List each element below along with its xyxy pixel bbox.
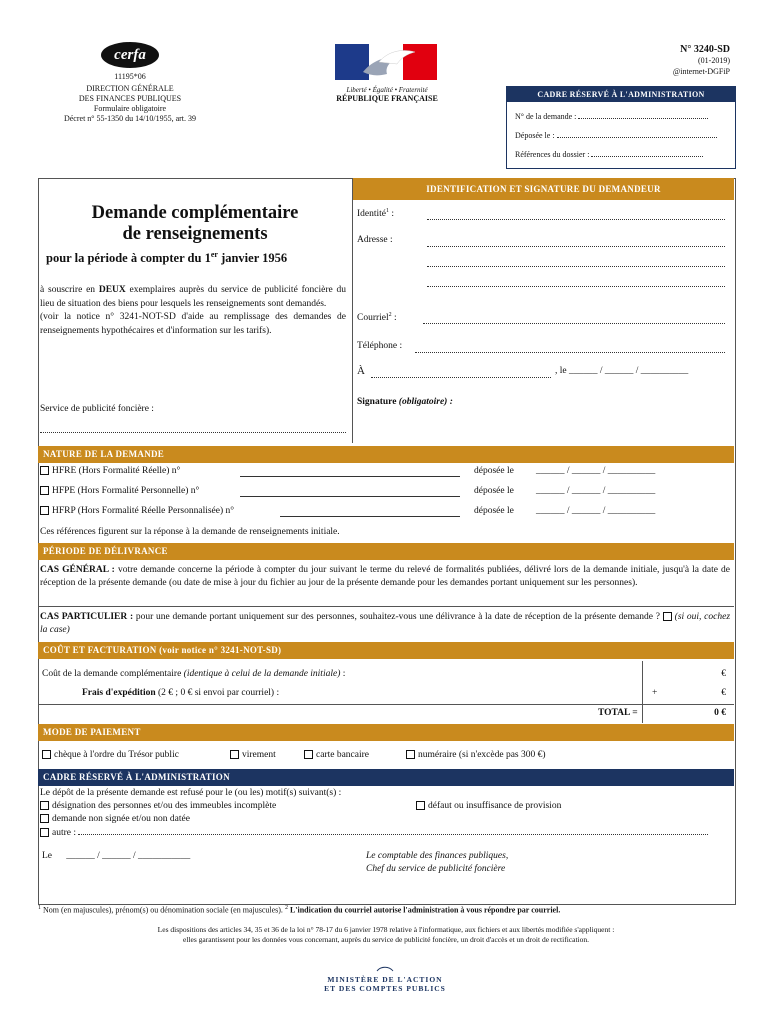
service-field[interactable]	[40, 424, 346, 433]
admin-box-title: CADRE RÉSERVÉ À L'ADMINISTRATION	[507, 87, 735, 102]
address-field-3[interactable]	[427, 277, 725, 287]
file-refs-row: Références du dossier :	[515, 145, 735, 164]
hfpe-checkbox[interactable]	[40, 486, 49, 495]
request-number-field[interactable]	[578, 118, 708, 119]
nature-row-hfpe: HFPE (Hors Formalité Personnelle) n° déposée le ______ / ______ / __________	[40, 486, 720, 496]
form-subtitle: pour la période à compter du 1er janvier 1956	[46, 250, 288, 266]
request-number-row: N° de la demande :	[515, 107, 735, 126]
reason-3: autre :	[40, 826, 730, 840]
legal-text: Les dispositions des articles 34, 35 et 36 de la loi n° 78-17 du 6 janvier 1978 relative à l'informatique, aux fichiers et aux libertés modifiée s'appliquent : elles garantissent pour les données vous concernant, auprès du service de publicité foncière, un droit d'accès et un droit de rectification.	[157, 925, 615, 944]
form-title-line2: de renseignements	[122, 224, 268, 244]
hfpe-date-field[interactable]: ______ / ______ / __________	[536, 486, 656, 496]
ministry-emblem-icon	[375, 965, 395, 973]
form-date: (01-2019)	[698, 56, 730, 65]
hfrp-checkbox[interactable]	[40, 506, 49, 515]
total-label: TOTAL =	[598, 708, 638, 718]
address-label: Adresse :	[357, 235, 393, 245]
cerfa-logo: cerfa	[101, 42, 159, 68]
admin-bottom-block	[40, 787, 730, 874]
cout-block	[38, 661, 734, 723]
direction-line1: DIRECTION GÉNÉRALE	[86, 84, 174, 93]
admin-bottom-title: CADRE RÉSERVÉ À L'ADMINISTRATION	[38, 769, 734, 786]
nature-row-hfre: HFRE (Hors Formalité Réelle) n° déposée le ______ / ______ / __________	[40, 466, 720, 476]
ministry-logo: MINISTÈRE DE L'ACTION ET DES COMPTES PUBLICS	[300, 965, 470, 993]
shipping-euro[interactable]: €	[721, 688, 726, 698]
signature-row: Signature (obligatoire) :	[357, 397, 453, 407]
instructions-text: à souscrire en DEUX exemplaires auprès du service de publicité foncière du lieu de situation des biens pour lesquels les renseignements sont demandés. (voir la notice n° 3241-NOT-SD d'aide au remplissage des demandes de renseignements hypothécaires et d'information sur les tarifs).	[40, 285, 346, 336]
motto: Liberté • Égalité • Fraternité	[346, 86, 428, 94]
address-field-2[interactable]	[427, 257, 725, 267]
cerfa-number: 11195*06	[114, 72, 146, 81]
other-reason-field[interactable]	[78, 826, 708, 835]
identity-row: Identité$^1$ :	[357, 208, 395, 220]
reason-4: défaut ou insuffisance de provision	[416, 800, 561, 813]
plus-sign: +	[652, 688, 658, 698]
hfpe-number-field[interactable]	[240, 496, 460, 497]
identity-field[interactable]	[427, 210, 725, 220]
email-row: Courriel$^2$ :	[357, 312, 397, 324]
nature-note: Ces références figurent sur la réponse à la demande de renseignements initiale.	[40, 527, 340, 537]
file-refs-field[interactable]	[591, 156, 703, 157]
total-divider	[38, 704, 734, 705]
payment-carte[interactable]: carte bancaire	[304, 750, 369, 760]
service-label: Service de publicité foncière :	[40, 404, 154, 414]
sign-date-field[interactable]: , le ______ / ______ / __________	[555, 366, 689, 376]
phone-label: Téléphone :	[357, 341, 403, 351]
total-value: 0 €	[714, 708, 726, 718]
payment-virement[interactable]: virement	[230, 750, 276, 760]
nature-row-hfrp: HFRP (Hors Formalité Réelle Personnalisée) n° déposée le ______ / ______ / __________	[40, 506, 720, 516]
payment-cheque[interactable]: chèque à l'ordre du Trésor public	[42, 750, 179, 760]
cost-row: Coût de la demande complémentaire (identique à celui de la demande initiale) :	[42, 669, 346, 679]
direction-line2: DES FINANCES PUBLIQUES	[78, 94, 182, 103]
form-title-line1: Demande complémentaire	[91, 203, 299, 223]
hfrp-date-field[interactable]: ______ / ______ / __________	[536, 506, 656, 516]
mandatory-form-text: Formulaire obligatoire	[93, 104, 167, 113]
deposited-row: Déposée le :	[515, 126, 735, 145]
signer: Le comptable des finances publiques, Chef du service de publicité foncière	[366, 851, 509, 874]
reason-1: désignation des personnes et/ou des immeubles incomplète	[40, 800, 730, 813]
periode-divider	[38, 606, 734, 607]
cost-euro[interactable]: €	[721, 669, 726, 679]
hfre-number-field[interactable]	[240, 476, 460, 477]
internet-label: @internet-DGFiP	[672, 67, 730, 76]
periode-title: PÉRIODE DE DÉLIVRANCE	[38, 543, 734, 560]
nature-title: NATURE DE LA DEMANDE	[38, 446, 734, 463]
at-label: À	[357, 365, 365, 377]
reason-2: demande non signée et/ou non datée	[40, 813, 730, 826]
place-field[interactable]	[371, 368, 551, 378]
admin-date-field[interactable]: ______ / ______ / ___________	[66, 851, 191, 861]
decree-text: Décret n° 55-1350 du 14/10/1955, art. 39	[63, 114, 197, 123]
phone-field[interactable]	[415, 343, 725, 353]
form-number: N° 3240-SD	[680, 44, 730, 55]
deposited-field[interactable]	[557, 137, 717, 138]
footnotes: $^1$ Nom (en majuscules), prénom(s) ou dénomination sociale (en majuscules). $^2$ L'indication du courriel autorise l'administration à vous répondre par courriel.	[38, 905, 561, 915]
particular-checkbox[interactable]	[663, 612, 672, 621]
left-panel	[38, 178, 353, 443]
email-field[interactable]	[423, 314, 725, 324]
hfrp-number-field[interactable]	[280, 516, 460, 517]
marianne-emblem-icon	[331, 42, 443, 82]
periode-general: CAS GÉNÉRAL : votre demande concerne la période à compter du jour suivant le terme du relevé de formalités publiées, délivré lors de la demande initiale, jusqu'à la date de réception de la présente demande (ou date de mise à jour du fichier au jour de la présente demande pour les demandes portant uniquement sur les personnes).	[40, 565, 731, 588]
admin-box	[506, 86, 736, 169]
paiement-title: MODE DE PAIEMENT	[38, 724, 734, 741]
payment-numeraire[interactable]: numéraire (si n'excède pas 300 €)	[406, 750, 546, 760]
refusal-intro: Le dépôt de la présente demande est refusé pour le (ou les) motif(s) suivant(s) :	[40, 788, 342, 798]
shipping-row: Frais d'expédition (2 € ; 0 € si envoi par courriel) :	[82, 688, 280, 698]
identification-title: IDENTIFICATION ET SIGNATURE DU DEMANDEUR	[353, 178, 734, 200]
marianne-logo	[331, 42, 443, 108]
admin-date-row: Le ______ / ______ / ___________	[42, 851, 191, 861]
republic-text: RÉPUBLIQUE FRANÇAISE	[336, 94, 438, 103]
periode-particular: CAS PARTICULIER : pour une demande portant uniquement sur des personnes, souhaitez-vous une délivrance à la date de réception de la présente demande ? (si oui, cochez la case)	[40, 612, 731, 635]
hfre-checkbox[interactable]	[40, 466, 49, 475]
cout-title: COÛT ET FACTURATION (voir notice n° 3241-NOT-SD)	[38, 642, 734, 659]
address-field-1[interactable]	[427, 237, 725, 247]
hfre-date-field[interactable]: ______ / ______ / __________	[536, 466, 656, 476]
identification-section	[353, 178, 734, 443]
